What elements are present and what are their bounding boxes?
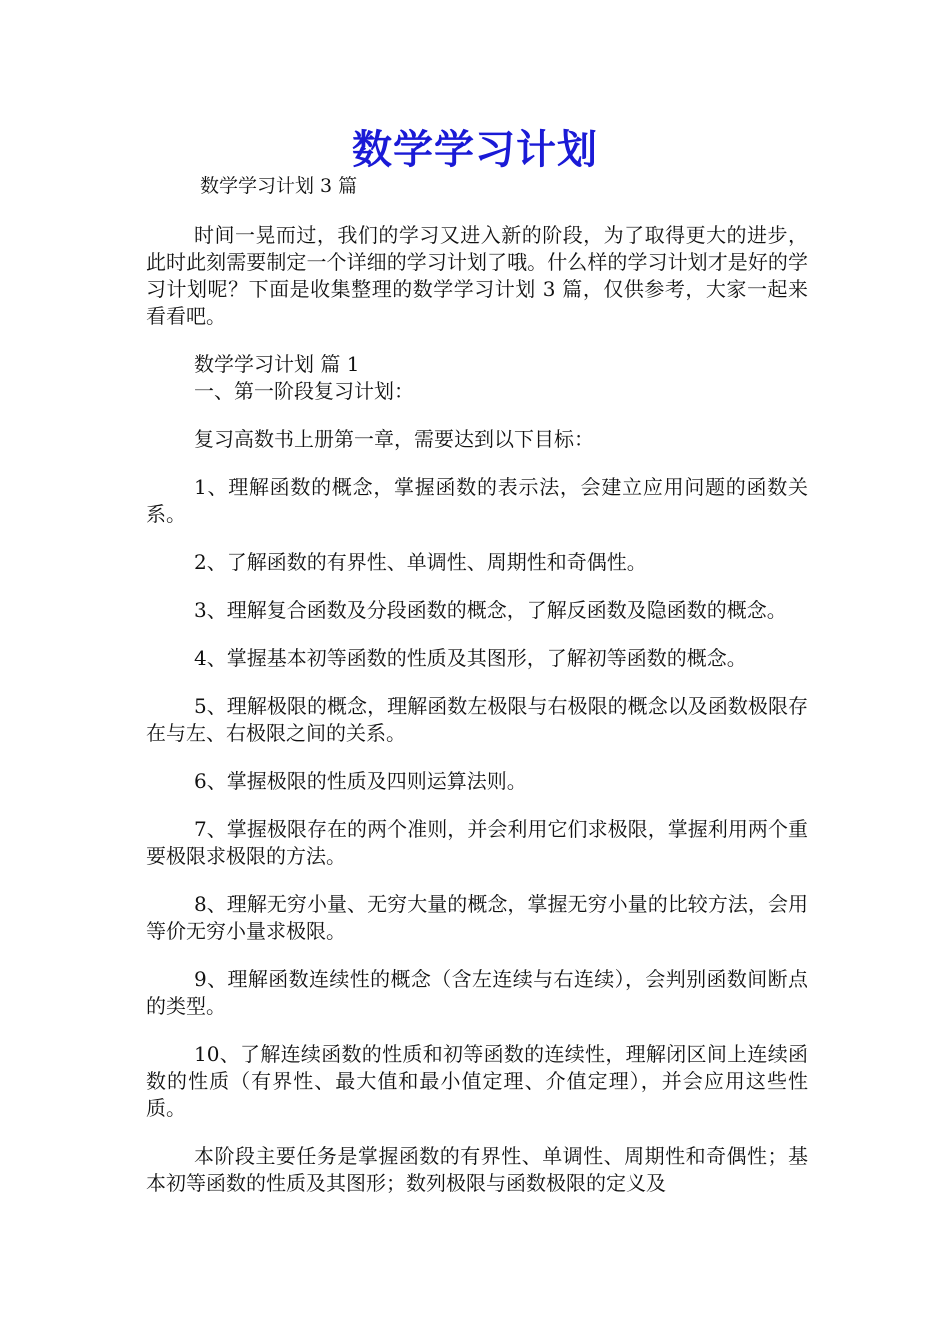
list-item: 7、掌握极限存在的两个准则，并会利用它们求极限，掌握利用两个重要极限求极限的方法。 bbox=[146, 817, 808, 868]
list-item: 6、掌握极限的性质及四则运算法则。 bbox=[194, 769, 527, 793]
document-body bbox=[146, 222, 808, 1218]
document-subtitle: 数学学习计划 3 篇 bbox=[200, 175, 358, 197]
list-item: 3、理解复合函数及分段函数的概念，了解反函数及隐函数的概念。 bbox=[194, 598, 787, 622]
list-item: 10、了解连续函数的性质和初等函数的连续性，理解闭区间上连续函数的性质（有界性、最大值和最小值定理、介值定理），并会应用这些性质。 bbox=[146, 1042, 808, 1120]
document-title: 数学学习计划 bbox=[352, 126, 598, 173]
intro-paragraph: 时间一晃而过，我们的学习又进入新的阶段，为了取得更大的进步，此时此刻需要制定一个详细的学习计划了哦。什么样的学习计划才是好的学习计划呢？下面是收集整理的数学学习计划 3 篇，仅供参考，大家一起来看看吧。 bbox=[146, 223, 808, 328]
list-item: 5、理解极限的概念，理解函数左极限与右极限的概念以及函数极限存在与左、右极限之间的关系。 bbox=[146, 694, 808, 745]
paragraph: 复习高数书上册第一章，需要达到以下目标： bbox=[194, 427, 594, 451]
list-item: 8、理解无穷小量、无穷大量的概念，掌握无穷小量的比较方法，会用等价无穷小量求极限。 bbox=[146, 892, 808, 943]
list-item: 1、理解函数的概念，掌握函数的表示法，会建立应用问题的函数关系。 bbox=[146, 475, 808, 526]
section-heading: 数学学习计划 篇 1 bbox=[194, 352, 360, 376]
list-item: 4、掌握基本初等函数的性质及其图形，了解初等函数的概念。 bbox=[194, 646, 747, 670]
subsection-heading: 一、第一阶段复习计划： bbox=[194, 379, 414, 403]
list-item: 2、了解函数的有界性、单调性、周期性和奇偶性。 bbox=[194, 550, 647, 574]
list-item: 9、理解函数连续性的概念（含左连续与右连续），会判别函数间断点的类型。 bbox=[146, 967, 808, 1018]
paragraph: 本阶段主要任务是掌握函数的有界性、单调性、周期性和奇偶性；基本初等函数的性质及其图形；数列极限与函数极限的定义及 bbox=[146, 1144, 808, 1195]
